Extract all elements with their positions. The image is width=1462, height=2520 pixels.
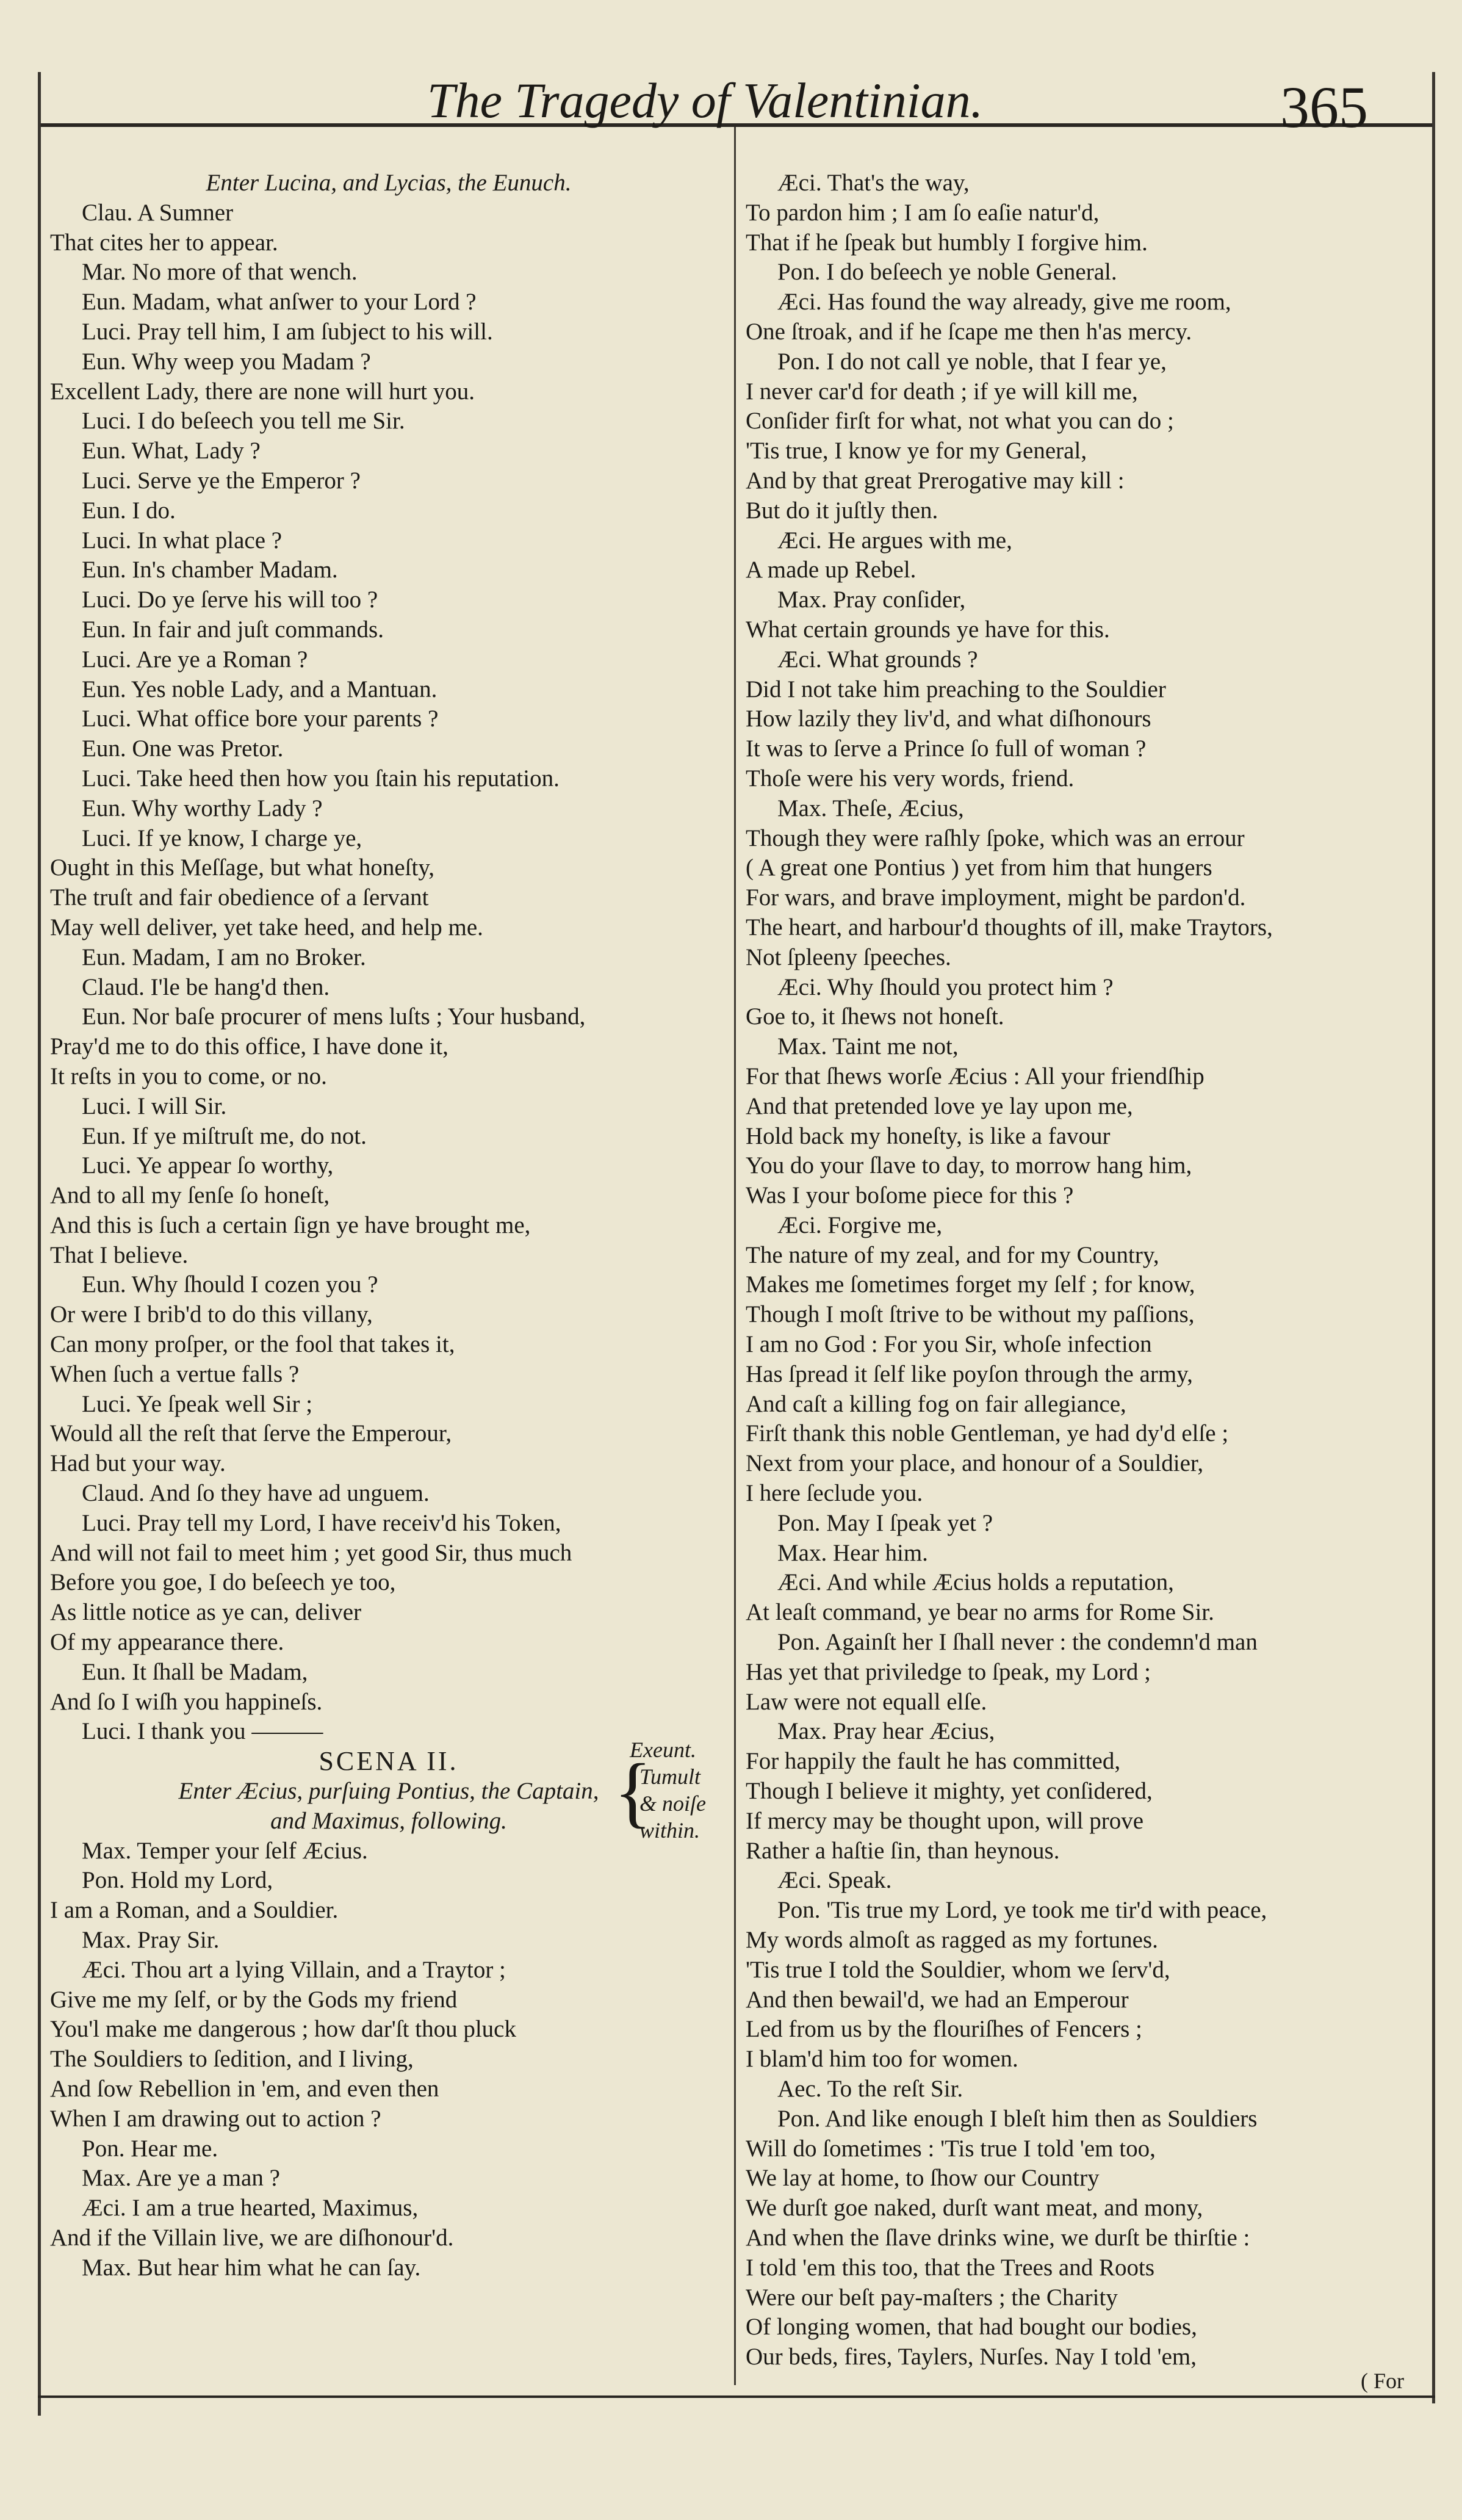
text-line: Eun. In's chamber Madam. bbox=[82, 557, 338, 583]
text-line: Will do ſometimes : 'Tis true I told 'em too, bbox=[746, 2135, 1156, 2162]
text-line: For that ſhews worſe Æcius : All your friendſhip bbox=[746, 1063, 1205, 1089]
text-line: Pray'd me to do this office, I have done it, bbox=[50, 1033, 448, 1060]
text-line: As little notice as ye can, deliver bbox=[50, 1599, 362, 1626]
text-line: Max. But hear him what he can ſay. bbox=[82, 2254, 421, 2281]
text-line: But do it juſtly then. bbox=[746, 497, 938, 524]
text-line: Claud. I'le be hang'd then. bbox=[82, 973, 330, 1000]
text-line: Pon. May I ſpeak yet ? bbox=[777, 1509, 993, 1536]
column-divider bbox=[734, 127, 736, 2385]
text-line: And to all my ſenſe ſo honeſt, bbox=[50, 1182, 330, 1209]
text-line: The truſt and fair obedience of a ſervant bbox=[50, 884, 429, 911]
stage-note-line: & noiſe bbox=[639, 1791, 706, 1816]
text-line: Rather a haſtie ſin, than heynous. bbox=[746, 1837, 1060, 1864]
text-line: Pon. 'Tis true my Lord, ye took me tir'd with peace, bbox=[777, 1897, 1267, 1924]
text-line: The nature of my zeal, and for my Country, bbox=[746, 1241, 1159, 1268]
text-line: Luci. Take heed then how you ſtain his reputation. bbox=[82, 765, 560, 792]
text-line: Eun. Madam, I am no Broker. bbox=[82, 944, 366, 970]
stage-note-line: Tumult bbox=[639, 1764, 701, 1789]
text-line: It reſts in you to come, or no. bbox=[50, 1063, 327, 1089]
text-line: Eun. I do. bbox=[82, 497, 176, 524]
text-line: Led from us by the flouriſhes of Fencers ; bbox=[746, 2016, 1142, 2043]
text-line: Has yet that priviledge to ſpeak, my Lord ; bbox=[746, 1658, 1151, 1685]
text-line: 'Tis true, I know ye for my General, bbox=[746, 438, 1087, 464]
text-line: Max. Are ye a man ? bbox=[82, 2165, 280, 2192]
text-line: Ought in this Meſſage, but what honeſty, bbox=[50, 854, 435, 881]
text-line: Luci. Do ye ſerve his will too ? bbox=[82, 587, 378, 613]
text-line: Luci. If ye know, I charge ye, bbox=[82, 825, 362, 851]
text-line: When I am drawing out to action ? bbox=[50, 2105, 381, 2132]
text-line: Luci. I do beſeech you tell me Sir. bbox=[82, 408, 405, 435]
text-line: Eun. What, Lady ? bbox=[82, 438, 261, 464]
text-line: Did I not take him preaching to the Souldier bbox=[746, 676, 1166, 702]
text-line: Luci. In what place ? bbox=[82, 527, 283, 554]
text-line: My words almoſt as ragged as my fortunes. bbox=[746, 1927, 1158, 1954]
text-line: Before you goe, I do beſeech ye too, bbox=[50, 1569, 396, 1596]
stage-note-line: Exeunt. bbox=[630, 1738, 696, 1762]
text-line: I here ſeclude you. bbox=[746, 1480, 923, 1507]
text-line: Luci. Pray tell him, I am ſubject to his will. bbox=[82, 318, 493, 345]
text-line: Æci. Has found the way already, give me room, bbox=[777, 289, 1231, 316]
text-line: And this is ſuch a certain ſign ye have brought me, bbox=[50, 1211, 531, 1238]
text-line: Eun. Yes noble Lady, and a Mantuan. bbox=[82, 676, 438, 702]
text-line: The Souldiers to ſedition, and I living, bbox=[50, 2046, 414, 2073]
text-line: Makes me ſometimes forget my ſelf ; for know, bbox=[746, 1271, 1195, 1298]
text-line: Æci. Thou art a lying Villain, and a Traytor ; bbox=[82, 1956, 506, 1983]
text-line: Eun. Why weep you Madam ? bbox=[82, 348, 371, 375]
text-line: Goe to, it ſhews not honeſt. bbox=[746, 1003, 1004, 1030]
stage-direction-exeunt bbox=[614, 1736, 740, 1844]
text-line: And when the ſlave drinks wine, we durſt be thirſtie : bbox=[746, 2224, 1250, 2251]
text-line: I never car'd for death ; if ye will kill me, bbox=[746, 378, 1138, 405]
text-line: Next from your place, and honour of a Souldier, bbox=[746, 1450, 1204, 1477]
text-line: Eun. Why worthy Lady ? bbox=[82, 795, 323, 821]
text-line: Eun. If ye miſtruſt me, do not. bbox=[82, 1122, 367, 1149]
text-line: Eun. Nor baſe procurer of mens luſts ; Your husband, bbox=[82, 1003, 586, 1030]
text-line: Luci. Serve ye the Emperor ? bbox=[82, 467, 361, 494]
text-line: It was to ſerve a Prince ſo full of woman ? bbox=[746, 735, 1147, 762]
text-line: Max. Theſe, Æcius, bbox=[777, 795, 964, 821]
text-line: Pon. And like enough I bleſt him then as Souldiers bbox=[777, 2105, 1258, 2132]
text-line: We durſt goe naked, durſt want meat, and mony, bbox=[746, 2195, 1203, 2222]
text-line: Max. Taint me not, bbox=[777, 1033, 959, 1060]
text-line: And that pretended love ye lay upon me, bbox=[746, 1092, 1133, 1119]
stage-note-line: within. bbox=[639, 1818, 700, 1843]
text-line: When ſuch a vertue falls ? bbox=[50, 1360, 300, 1387]
text-line: Was I your boſome piece for this ? bbox=[746, 1182, 1074, 1209]
bottom-rule bbox=[38, 2395, 1435, 2398]
text-line: Had but your way. bbox=[50, 1450, 226, 1477]
text-line: Though I moſt ſtrive to be without my paſſions, bbox=[746, 1301, 1195, 1328]
text-line: Conſider firſt for what, not what you can do ; bbox=[746, 408, 1174, 435]
text-line: I am a Roman, and a Souldier. bbox=[50, 1897, 339, 1924]
text-line: That cites her to appear. bbox=[50, 229, 278, 256]
text-line: Has ſpread it ſelf like poyſon through the army, bbox=[746, 1360, 1193, 1387]
text-line: Max. Temper your ſelf Æcius. bbox=[82, 1837, 368, 1864]
text-line: And ſo I wiſh you happineſs. bbox=[50, 1688, 323, 1715]
text-line: Eun. It ſhall be Madam, bbox=[82, 1658, 308, 1685]
text-line: Æci. He argues with me, bbox=[777, 527, 1012, 554]
stage-direction: and Maximus, following. bbox=[270, 1807, 507, 1834]
text-line: Æci. I am a true hearted, Maximus, bbox=[82, 2195, 419, 2222]
text-line: Pon. I do not call ye noble, that I fear ye, bbox=[777, 348, 1167, 375]
text-line: I am no God : For you Sir, whoſe infection bbox=[746, 1331, 1152, 1358]
text-line: And caſt a killing fog on fair allegiance, bbox=[746, 1390, 1126, 1417]
text-line: Æci. Why ſhould you protect him ? bbox=[777, 973, 1114, 1000]
text-line: How lazily they liv'd, and what diſhonours bbox=[746, 706, 1151, 732]
text-line: And then bewail'd, we had an Emperour bbox=[746, 1986, 1129, 2013]
text-line: Law were not equall elſe. bbox=[746, 1688, 987, 1715]
text-line: Max. Pray Sir. bbox=[82, 1927, 220, 1954]
text-line: Firſt thank this noble Gentleman, ye had dy'd elſe ; bbox=[746, 1420, 1229, 1447]
text-line: ( A great one Pontius ) yet from him that hungers bbox=[746, 854, 1212, 881]
text-line: Æci. What grounds ? bbox=[777, 646, 978, 673]
text-line: Our beds, fires, Taylers, Nurſes. Nay I told 'em, bbox=[746, 2344, 1197, 2370]
page-number: 365 bbox=[1280, 74, 1368, 140]
text-line: And ſow Rebellion in 'em, and even then bbox=[50, 2076, 439, 2102]
text-line: Pon. Hear me. bbox=[82, 2135, 218, 2162]
text-line: Æci. Forgive me, bbox=[777, 1211, 943, 1238]
scene-heading: SCENA II. bbox=[319, 1746, 459, 1777]
running-title: The Tragedy of Valentinian. bbox=[427, 73, 984, 128]
text-line: Or were I brib'd to do this villany, bbox=[50, 1301, 373, 1328]
text-line: Luci. Pray tell my Lord, I have receiv'd his Token, bbox=[82, 1509, 561, 1536]
text-line: For wars, and brave imployment, might be pardon'd. bbox=[746, 884, 1246, 911]
stage-direction: Enter Lucina, and Lycias, the Eunuch. bbox=[206, 170, 572, 196]
text-line: I blam'd him too for women. bbox=[746, 2046, 1018, 2073]
text-line: What certain grounds ye have for this. bbox=[746, 616, 1110, 643]
right-column bbox=[746, 168, 1432, 2372]
text-line: Æci. And while Æcius holds a reputation, bbox=[777, 1569, 1174, 1596]
text-line: Æci. Speak. bbox=[777, 1867, 892, 1894]
text-line: Hold back my honeſty, is like a favour bbox=[746, 1122, 1111, 1149]
text-line: Though they were raſhly ſpoke, which was an errour bbox=[746, 825, 1245, 851]
text-line: Max. Pray hear Æcius, bbox=[777, 1718, 995, 1745]
text-line: Max. Hear him. bbox=[777, 1539, 928, 1566]
text-line: Eun. In fair and juſt commands. bbox=[82, 616, 384, 643]
text-line: Of my appearance there. bbox=[50, 1629, 284, 1656]
text-line: I told 'em this too, that the Trees and Roots bbox=[746, 2254, 1155, 2281]
text-line: Though I believe it mighty, yet conſidered, bbox=[746, 1778, 1153, 1805]
text-line: Can mony proſper, or the fool that takes it, bbox=[50, 1331, 455, 1358]
text-line: You do your ſlave to day, to morrow hang him, bbox=[746, 1152, 1192, 1179]
text-line: Pon. Hold my Lord, bbox=[82, 1867, 273, 1894]
text-line: 'Tis true I told the Souldier, whom we ſerv'd, bbox=[746, 1956, 1170, 1983]
text-line: Aec. To the reſt Sir. bbox=[777, 2076, 963, 2102]
brace-glyph: { bbox=[614, 1748, 652, 1836]
text-line: Luci. Ye ſpeak well Sir ; bbox=[82, 1390, 313, 1417]
text-line: Luci. Ye appear ſo worthy, bbox=[82, 1152, 334, 1179]
text-line: Would all the reſt that ſerve the Emperour, bbox=[50, 1420, 452, 1447]
text-line: Eun. Why ſhould I cozen you ? bbox=[82, 1271, 378, 1298]
text-line: Claud. And ſo they have ad unguem. bbox=[82, 1480, 430, 1507]
text-line: And by that great Prerogative may kill : bbox=[746, 467, 1125, 494]
text-line: Thoſe were his very words, friend. bbox=[746, 765, 1075, 792]
text-line: Æci. That's the way, bbox=[777, 170, 970, 196]
stage-direction: Enter Æcius, purſuing Pontius, the Captain, bbox=[178, 1778, 599, 1805]
text-line: May well deliver, yet take heed, and help me. bbox=[50, 914, 483, 940]
text-line: Of longing women, that had bought our bodies, bbox=[746, 2314, 1197, 2341]
text-line: Mar. No more of that wench. bbox=[82, 259, 358, 286]
text-line: The heart, and harbour'd thoughts of ill, make Traytors, bbox=[746, 914, 1273, 940]
text-line: At leaſt command, ye bear no arms for Rome Sir. bbox=[746, 1599, 1214, 1626]
left-border bbox=[38, 72, 41, 2416]
text-line: For happily the fault he has committed, bbox=[746, 1748, 1121, 1775]
text-line: Were our beſt pay-maſters ; the Charity bbox=[746, 2284, 1118, 2311]
text-line: Eun. Madam, what anſwer to your Lord ? bbox=[82, 289, 477, 316]
catchword: ( For bbox=[1361, 2369, 1404, 2393]
text-line: To pardon him ; I am ſo eaſie natur'd, bbox=[746, 199, 1100, 226]
text-line: Give me my ſelf, or by the Gods my friend bbox=[50, 1986, 458, 2013]
text-line: And will not fail to meet him ; yet good Sir, thus much bbox=[50, 1539, 572, 1566]
right-border bbox=[1432, 72, 1435, 2403]
text-line: One ſtroak, and if he ſcape me then h'as mercy. bbox=[746, 318, 1192, 345]
text-line: Luci. Are ye a Roman ? bbox=[82, 646, 308, 673]
text-line: Pon. I do beſeech ye noble General. bbox=[777, 259, 1117, 286]
text-line: And if the Villain live, we are diſhonour'd. bbox=[50, 2224, 454, 2251]
text-line: A made up Rebel. bbox=[746, 557, 916, 583]
text-line: Eun. One was Pretor. bbox=[82, 735, 284, 762]
text-line: Clau. A Sumner bbox=[82, 199, 234, 226]
text-line: Excellent Lady, there are none will hurt you. bbox=[50, 378, 475, 405]
text-line: Luci. I thank you ——— bbox=[82, 1718, 323, 1745]
text-line: That I believe. bbox=[50, 1241, 189, 1268]
text-line: Max. Pray conſider, bbox=[777, 587, 966, 613]
text-line: That if he ſpeak but humbly I forgive him. bbox=[746, 229, 1148, 256]
left-column bbox=[50, 168, 727, 2283]
text-line: Pon. Againſt her I ſhall never : the condemn'd man bbox=[777, 1629, 1258, 1656]
text-line: Luci. I will Sir. bbox=[82, 1092, 227, 1119]
text-line: Not ſpleeny ſpeeches. bbox=[746, 944, 951, 970]
text-line: Luci. What office bore your parents ? bbox=[82, 706, 439, 732]
text-line: We lay at home, to ſhow our Country bbox=[746, 2165, 1100, 2192]
text-line: If mercy may be thought upon, will prove bbox=[746, 1807, 1144, 1834]
text-line: You'l make me dangerous ; how dar'ſt thou pluck bbox=[50, 2016, 516, 2043]
